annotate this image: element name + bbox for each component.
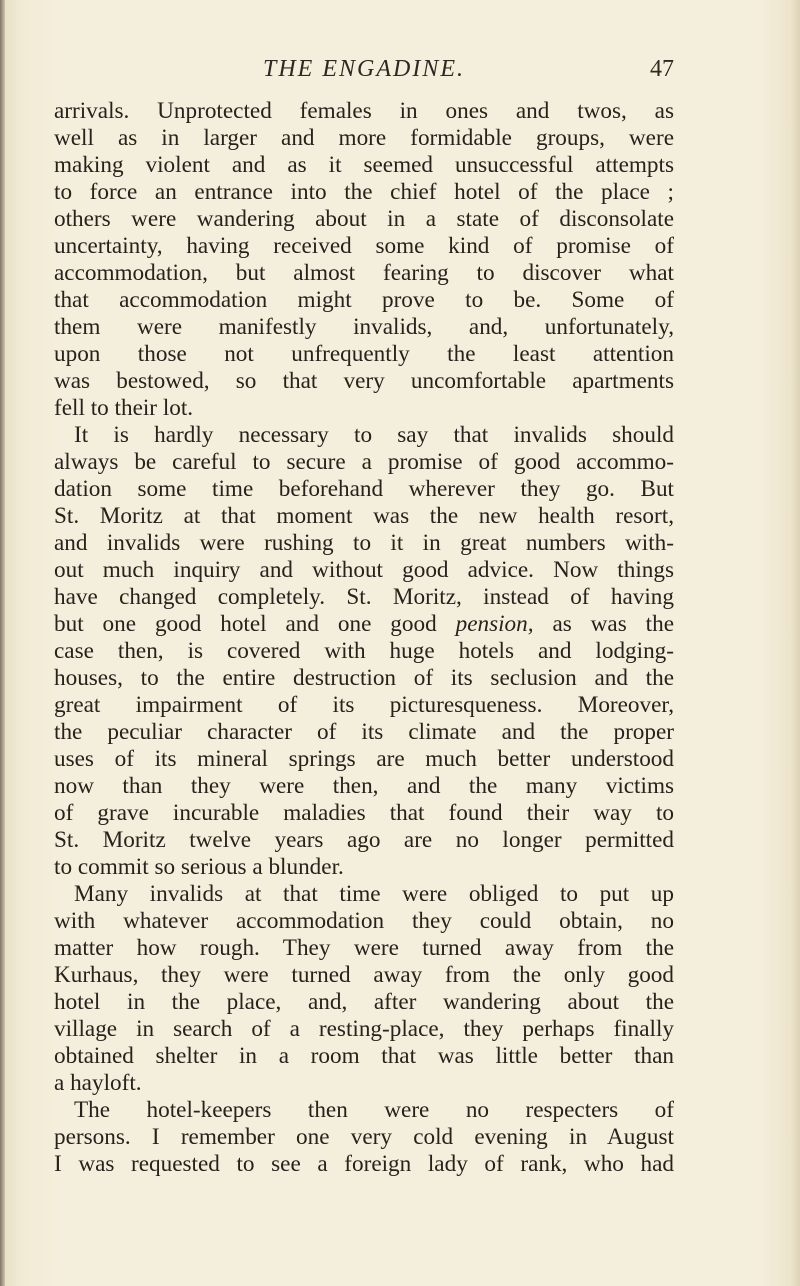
running-head [54,56,674,90]
text-line: It is hardly necessary to say that invalids should [74,422,674,448]
text-line: uses of its mineral springs are much better understood [54,746,674,772]
text-line: uncertainty, having received some kind of promise of [54,233,674,259]
text-line: Kurhaus, they were turned away from the only good [54,962,674,988]
text-line: to force an entrance into the chief hotel of the place ; [54,179,674,205]
text-line: fell to their lot. [54,395,194,421]
text-line: I was requested to see a foreign lady of rank, who had [54,1151,674,1177]
text-line: them were manifestly invalids, and, unfortunately, [54,314,674,340]
text-line: persons. I remember one very cold evening in August [54,1124,674,1150]
text-line: matter how rough. They were turned away from the [54,935,674,961]
paragraph-4 [54,1097,674,1178]
text-line: dation some time beforehand wherever they go. But [54,476,674,502]
page-number: 47 [650,56,674,82]
text-line: great impairment of its picturesqueness. Moreover, [54,692,674,718]
text-line: well as in larger and more formidable groups, were [54,125,674,151]
italic-word: pension, [455,611,534,637]
text-segment: but one good hotel and one good [54,611,456,637]
text-line: Many invalids at that time were obliged to put up [74,881,674,907]
text-line: houses, to the entire destruction of its seclusion and the [54,665,674,691]
text-line: a hayloft. [54,1070,142,1096]
paragraph-3 [54,881,674,1097]
text-segment: as was the [533,611,674,637]
text-line: The hotel-keepers then were no respecters of [74,1097,674,1123]
binding-shadow [0,0,5,1286]
text-line: case then, is covered with huge hotels and lodging- [54,638,674,664]
text-line-mixed [54,611,674,638]
text-line: of grave incurable maladies that found their way to [54,800,674,826]
text-line: now than they were then, and the many victims [54,773,674,799]
text-line: arrivals. Unprotected females in ones and twos, as [54,98,674,124]
text-line: St. Moritz at that moment was the new health resort, [54,503,674,529]
text-line: that accommodation might prove to be. Some of [54,287,674,313]
text-line: always be careful to secure a promise of good accommo- [54,449,674,475]
text-line: with whatever accommodation they could obtain, no [54,908,674,934]
text-line: hotel in the place, and, after wandering about the [54,989,674,1015]
text-line: was bestowed, so that very uncomfortable apartments [54,368,674,394]
text-line: to commit so serious a blunder. [54,854,344,880]
text-line: the peculiar character of its climate and the proper [54,719,674,745]
paragraph-1 [54,98,674,422]
text-line: making violent and as it seemed unsuccessful attempts [54,152,674,178]
text-line: others were wandering about in a state of disconsolate [54,206,674,232]
paragraph-2 [54,422,674,881]
text-line: St. Moritz twelve years ago are no longer permitted [54,827,674,853]
text-line: accommodation, but almost fearing to discover what [54,260,674,286]
text-line: village in search of a resting-place, they perhaps finally [54,1016,674,1042]
text-line: out much inquiry and without good advice. Now things [54,557,674,583]
text-line: and invalids were rushing to it in great numbers with- [54,530,674,556]
text-line: have changed completely. St. Moritz, instead of having [54,584,674,610]
running-title: THE ENGADINE. [263,56,465,82]
body-text [54,98,674,1178]
text-line: obtained shelter in a room that was little better than [54,1043,674,1069]
text-line: upon those not unfrequently the least attention [54,341,674,367]
